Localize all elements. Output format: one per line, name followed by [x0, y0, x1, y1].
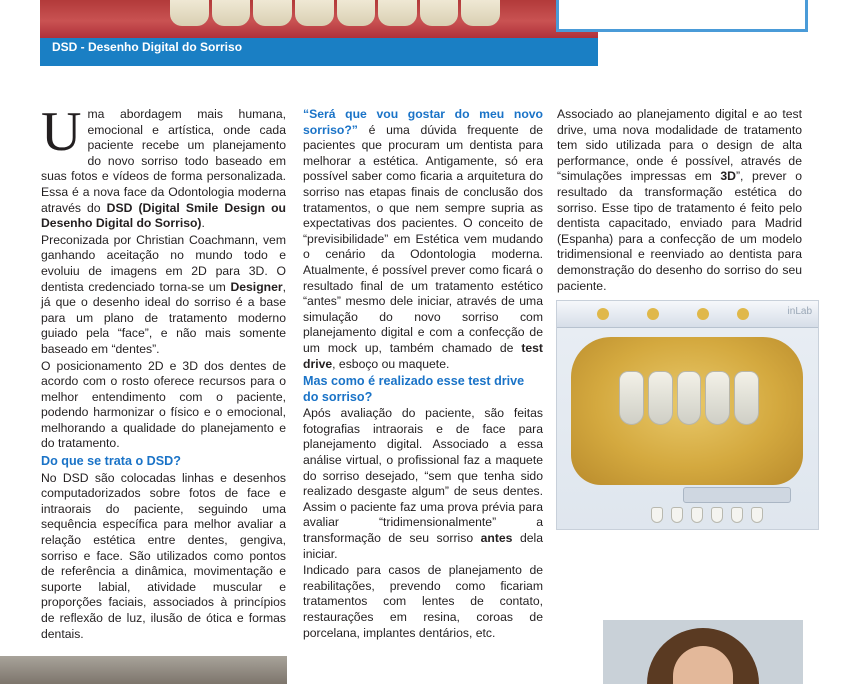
section-heading: Do que se trata o DSD?: [41, 454, 181, 469]
paragraph: Após avaliação do paciente, são feitas fotografias intraorais e de face para planejamento digital. Associado a essa análise virtual, o profissional faz a maquete do sorriso desejado, “sem que tenha sido realizado desgaste algum” de seus dentes. Assim o paciente faz uma prova prévia para avaliar “tridimensionalmente” a transformação de seu sorriso antes dela iniciar.: [303, 406, 543, 561]
intro-paragraph: Uma abordagem mais humana, emocional e artística, onde cada paciente recebe um planejamento do novo sorriso todo baseado em suas fotos e vídeos de forma personalizada. Essa é a nova face da Odontologia moderna através do DSD (Digital Smile Design ou Desenho Digital do Sorriso).: [41, 101, 286, 231]
cad-toolbar: [557, 301, 818, 328]
photo-caption: DSD - Desenho Digital do Sorriso: [52, 40, 243, 54]
section-heading: Mas como é realizado esse test drive do sorriso?: [303, 374, 525, 404]
smile-photo-teeth: [170, 0, 500, 26]
paragraph: “Será que vou gostar do meu novo sorriso?” é uma dúvida frequente de pacientes que procuram um dentista para melhorar a estética. Antigamente, só era possível saber como ficaria a arquitetura do sorriso nas etapas finais de conclusão dos tratamentos, o que nem sempre supria as expectativas dos pacientes. O conceito de “previsibilidade” em Estética vem mudando o cenário da Odontologia moderna. Atualmente, é possível prever como ficará o resultado final de um tratamento estético “antes” mesmo dele iniciar, através de uma simulação do novo sorriso com planejamento digital e com a confecção de um mock up, também chamado de test drive, esboço ou maquete.: [303, 107, 543, 371]
info-box: [556, 0, 808, 32]
drop-cap: U: [41, 101, 82, 163]
column-1: [41, 101, 286, 643]
cad-bottom-bar: [683, 487, 791, 503]
paragraph: No DSD são colocadas linhas e desenhos computadorizados sobre fotos de face e intraorais do paciente, seguindo uma sequência específica para melhor avaliar a relação estética entre dentes, gengiva, sorriso e face. São utilizados como pontos de referência a dinâmica, movimentação e suporte labial, atividade muscular e proporções faciais, associados à princípios de reflexão de luz, ilusão de ótica e formas dentais.: [41, 470, 286, 641]
paragraph: Preconizada por Christian Coachmann, vem ganhando aceitação no mundo todo e evoluiu de imagens em 2D para 3D. O dentista credenciado torna-se um Designer, já que o desenho ideal do sorriso é a base para um plano de tratamento moderno guiado pela “face”, e não mais somente baseado em “dentes”.: [41, 232, 286, 356]
paragraph: Associado ao planejamento digital e ao test drive, uma nova modalidade de tratamento tem sido utilizada para o design de alta performance, onde é possível, através de “simulações impressas em 3D”, prever o resultado da transformação estética do sorriso. Esse tipo de tratamento é feito pelo dentista capacitado, enviado para Madrid (Espanha) para a confecção de um modelo tridimensional e reenviado ao dentista para demonstração do desenho do sorriso do seu paciente.: [557, 107, 802, 293]
portrait-photo-left: [0, 656, 287, 684]
paragraph: O posicionamento 2D e 3D dos dentes de acordo com o rosto oferece recursos para o melhor entendimento com o paciente, podendo harmonizar o físico e o emocional, melhorando a qualidade do planejamento e do tratamento.: [41, 358, 286, 451]
dental-cad-screenshot: [556, 300, 819, 530]
paragraph: Indicado para casos de planejamento de reabilitações, prevendo como ficariam tratamentos com lentes de contato, restaurações em resina, coroas de porcelana, implantes dentários, etc.: [303, 563, 543, 640]
tooth-selector: [651, 507, 763, 523]
column-2: [303, 107, 543, 642]
portrait-photo-right: [603, 620, 803, 684]
smile-photo: [40, 0, 598, 66]
cad-brand: inLab: [787, 306, 812, 317]
crown-set: [619, 371, 759, 425]
column-3: [557, 107, 802, 295]
